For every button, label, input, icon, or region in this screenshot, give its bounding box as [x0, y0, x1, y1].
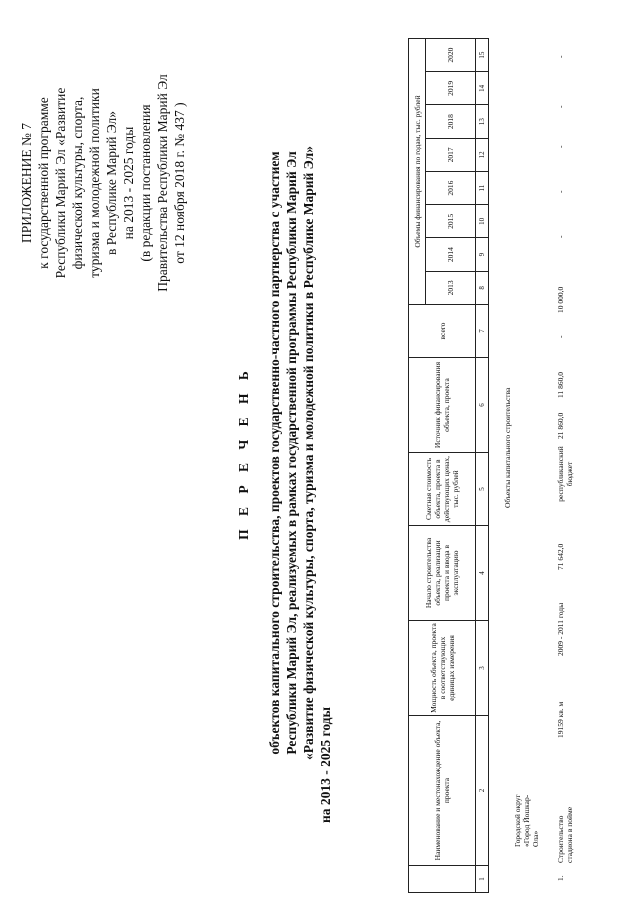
row-value-2019: -	[556, 105, 565, 108]
column-number-cell: 9	[476, 238, 489, 271]
row-source: республиканский бюджет	[556, 446, 574, 502]
column-number-cell: 8	[476, 271, 489, 304]
header-cell-funding-group: Объемы финансирования по годам, тыс. рублей	[409, 39, 426, 305]
row-value-2014: -	[556, 335, 565, 338]
column-number-cell: 11	[476, 172, 489, 205]
header-year-cell: 2019	[426, 72, 476, 105]
title-heading: П Е Р Е Ч Е Н Ь	[236, 366, 251, 540]
appendix-line: (в редакции постановления	[138, 104, 153, 262]
row-value-2018: -	[556, 145, 565, 148]
appendix-line: туризма и молодежной политики	[87, 88, 102, 278]
header-year-cell: 2014	[426, 238, 476, 271]
appendix-block	[18, 3, 188, 363]
appendix-line: к государственной программе	[36, 97, 51, 269]
appendix-line: от 12 ноября 2018 г. № 437 )	[172, 102, 187, 264]
section-heading: Объекты капитального строительства	[503, 387, 512, 508]
column-number-cell: 15	[476, 39, 489, 72]
header-cell-total: всего	[409, 305, 476, 358]
header-cell-capacity: Мощность объекта, проекта в соответствующих единицах измерения	[409, 621, 476, 716]
title-line: объектов капитального строительства, проектов государственно-частного партнерства с участием	[267, 151, 282, 755]
header-cell-period: Начало строительства объекта, реализации проекта и ввода в эксплуатацию	[409, 526, 476, 621]
appendix-line: физической культуры, спорта,	[70, 96, 85, 270]
title-line: «Развитие физической культуры, спорта, туризма и молодежной политики в Республике Марий Эл»	[301, 146, 316, 760]
header-cell-name: Наименование и местонахождение объекта, проекта	[409, 716, 476, 866]
column-number-cell: 2	[476, 716, 489, 866]
appendix-line: ПРИЛОЖЕНИЕ № 7	[19, 122, 34, 244]
column-numbers-row	[476, 39, 489, 893]
header-year-cell: 2016	[426, 172, 476, 205]
row-value-2013: 11 860,0	[556, 372, 565, 398]
row-capacity: 19159 кв. м	[556, 701, 565, 738]
appendix-line: Правительства Республики Марий Эл	[155, 74, 170, 292]
title-line: Республики Марий Эл, реализуемых в рамках государственной программы Республики Марий Эл	[284, 151, 299, 755]
column-number-cell: 1	[476, 866, 489, 893]
header-year-cell: 2020	[426, 39, 476, 72]
column-number-cell: 14	[476, 72, 489, 105]
column-number-cell: 6	[476, 358, 489, 453]
column-number-cell: 7	[476, 305, 489, 358]
appendix-line: на 2013 - 2025 годы	[121, 126, 136, 240]
appendix-line: Республики Марий Эл «Развитие	[53, 87, 68, 279]
objects-table	[408, 38, 489, 893]
column-number-cell: 10	[476, 205, 489, 238]
column-number-cell: 3	[476, 621, 489, 716]
row-cost: 71 642,0	[556, 543, 565, 570]
row-name: Строительство стадиона в пойме	[556, 806, 574, 863]
header-year-cell: 2018	[426, 105, 476, 138]
column-number-cell: 5	[476, 453, 489, 526]
header-cell-number	[409, 866, 476, 893]
row-total: 21 860,0	[556, 412, 565, 439]
header-year-cell: 2015	[426, 205, 476, 238]
column-number-cell: 12	[476, 138, 489, 171]
header-year-cell: 2013	[426, 271, 476, 304]
title-line: на 2013 - 2025 годы	[318, 706, 333, 823]
table-header-row	[409, 39, 426, 893]
row-value-2017: -	[556, 190, 565, 193]
appendix-line: в Республике Марий Эл»	[104, 110, 119, 256]
row-number: 1.	[556, 875, 565, 881]
row-value-2015: 10 000,0	[556, 286, 565, 313]
row-value-2016: -	[556, 235, 565, 238]
header-cell-cost: Сметная стоимость объекта, проекта в действующих ценах, тыс. рублей	[409, 453, 476, 526]
header-year-cell: 2017	[426, 138, 476, 171]
column-number-cell: 4	[476, 526, 489, 621]
district-label: Городской округ «Город Йошкар-Ола»	[513, 794, 540, 847]
row-period: 2009 - 2011 годы	[556, 602, 565, 656]
header-cell-source: Источник финансирования объекта, проекта	[409, 358, 476, 453]
column-number-cell: 13	[476, 105, 489, 138]
document-title	[235, 43, 334, 863]
row-value-2020: -	[556, 55, 565, 58]
